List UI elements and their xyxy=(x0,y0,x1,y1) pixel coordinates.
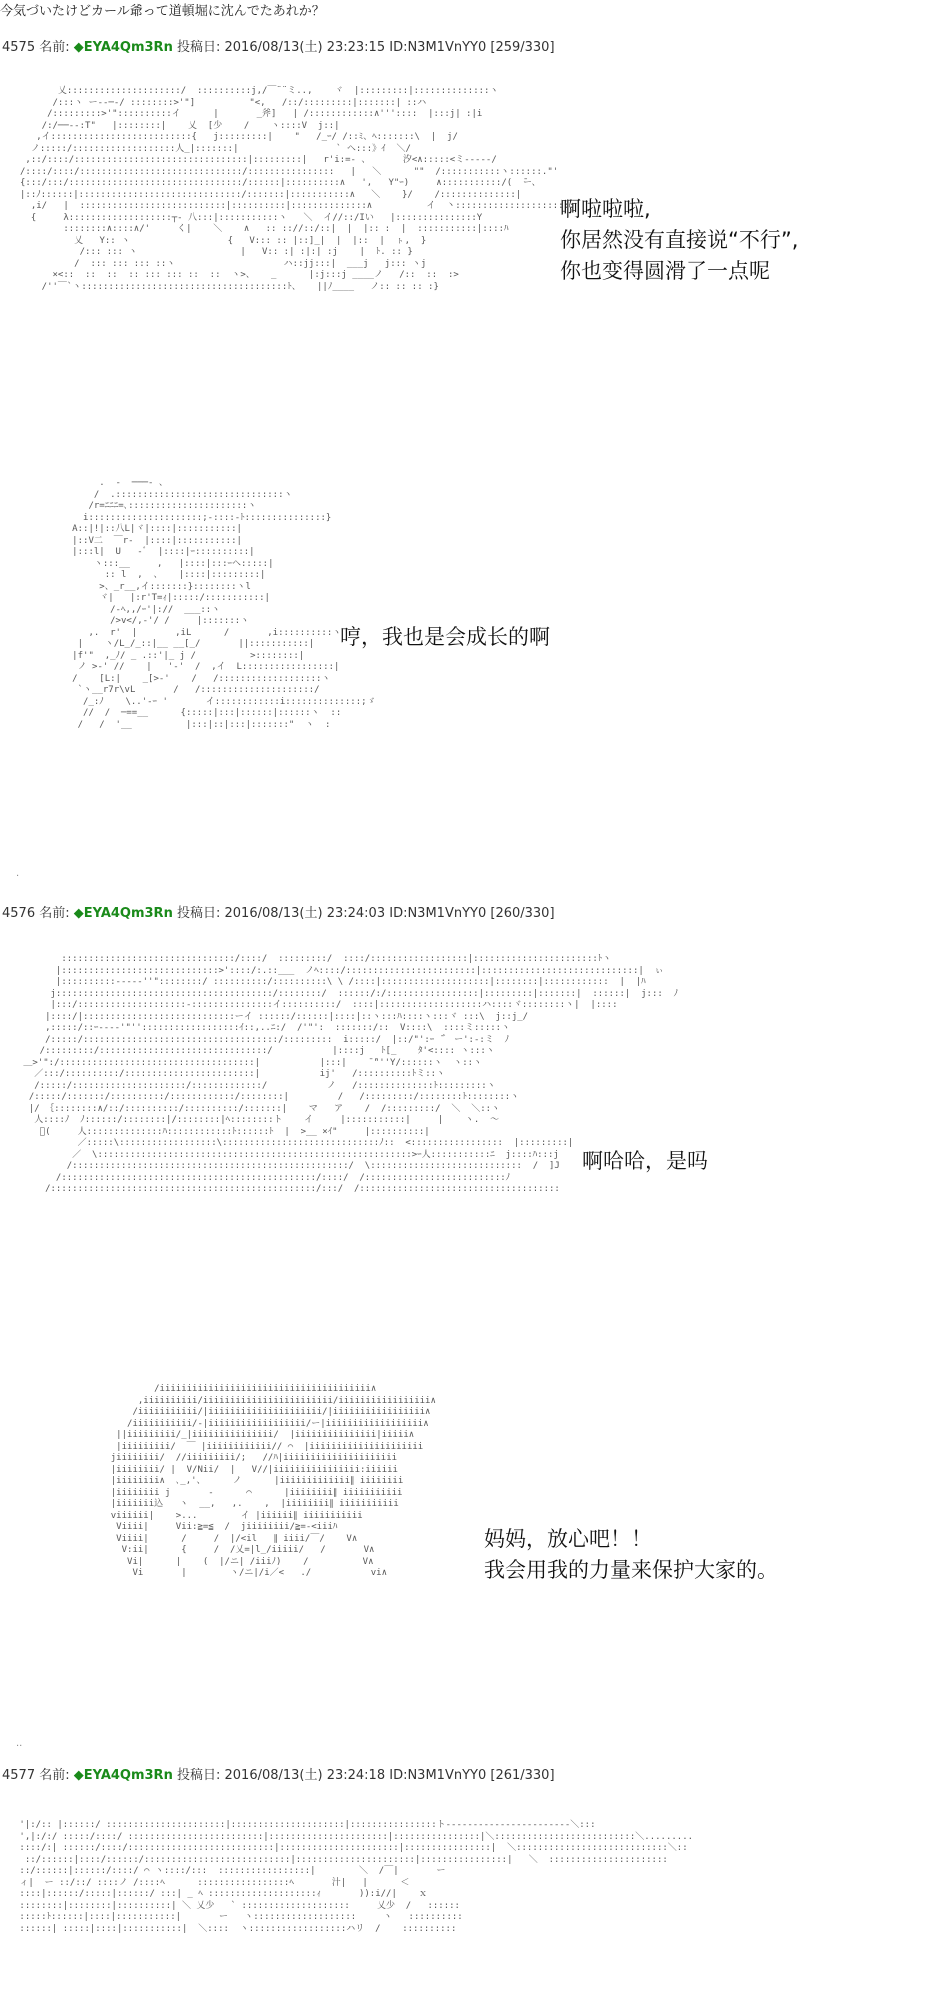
post-number: 4576 xyxy=(2,906,36,921)
post-number: 4577 xyxy=(2,1768,36,1783)
post-date: 2016/08/13(土) 23:23:15 xyxy=(224,40,386,55)
post-header xyxy=(2,1764,555,1783)
post-date: 2016/08/13(土) 23:24:03 xyxy=(224,906,386,921)
name-label: 名前: xyxy=(39,40,70,55)
top-line: 今気づいたけどカール爺って道頓堀に沈んでたあれか？ xyxy=(0,4,325,19)
name-label: 名前: xyxy=(39,1768,70,1783)
name-label: 名前: xyxy=(39,906,70,921)
dialogue-line: 啊哈哈，是吗 xyxy=(582,1149,708,1173)
post-trip[interactable]: ◆EYA4Qm3Rn xyxy=(73,906,173,921)
post-id: ID:N3M1VnYY0 xyxy=(389,906,487,921)
dialogue-line: 你也变得圆滑了一点呢 xyxy=(560,259,770,283)
date-label: 投稿日: xyxy=(176,906,221,921)
post-count: [260/330] xyxy=(490,906,555,921)
ascii-art-panel: /iiiiiiiiiiiiiiiiiiiiiiiiiiiiiiiiiiiiiii∧ ,iiiiiiiiii/iiiiiiiiiiiiiiiiiiiiiiii/iiiiiiiiiiiiiiiii∧ /iiiiiiiiiii/|iiiiiiiiiiiiiiiiiiiii/|iiiiiiiiiiiiiiiii∧ /iiiiiiiiiii/-|iiiiiiiiiiiiiiiiii/ー|iiiiiiiiiiiiiiiiii∧ ||iiiiiiiii/_|iiiiiiiiiiiiiii/ |iiiiiiiiiiiiiii|iiiii∧ |iiiiiiiii/ ￣ |iiiiiiiiiiii// ⌒ |iiiiiiiiiiiiiiiiiiiii jiiiiiiii/ //iiiiiiiii/; //ﾊ|iiiiiiiiiiiiiiiiiiiii |iiiiiiii/ | V/Nii/ | V//|iiiiiiiiiiiiiiii:iiiiii |iiiiiiii∧ ､_,'、 ノ |iiiiiiiiiiiii∥ iiiiiiii |iiiiiiii j - ⌒ |iiiiiiii∥ iiiiiiiiiii |iiiiiii込 ヽ __, ,. , |iiiiiiii∥ iiiiiiiiiii viiiiii| >... イ |iiiiii∥ iiiiiiiiiii Viiii| Vii:≧=≦ / jiiiiiiii/≧=-<iiiﾊ Viiii| / / |/<il ∥ iiii/￣/ V∧ V:ii| { / /乂=|l_/iiiii/ / V∧ Vi| | ( |/ニ| /iiiﾉ) / V∧ Vi | ヽ/ニ|/i／< ./ vi∧ xyxy=(110,1384,436,1578)
post-id: ID:N3M1VnYY0 xyxy=(389,40,487,55)
dialogue-line: 你居然没有直接说“不行”, xyxy=(560,228,799,252)
dialogue-text xyxy=(484,1524,778,1586)
post-date: 2016/08/13(土) 23:24:18 xyxy=(224,1768,386,1783)
dialogue-text xyxy=(340,622,550,653)
ascii-art-panel: '|:/:: |::::::/ ::::::::::::::::::::::|:::::::::::::::::::::|::::::::::::::::ト‐‐‐‐‐‐‐‐‐‐‐‐‐‐‐‐‐‐‐‐‐‐‐＼::: ',|:/:/ :::::/::::/ :::::::::::::::::::::::::|::::::::::::::::::::::|::::::::::::::::|＼::::::::::::::::::::::::::＼......... ::::/:| ::::::/::::/:::::::::::::::::::::::::::|::::::::::::::::::::::|::::::::::::::::| ＼::::::::::::::::::::::::::::＼:: ::/::::::|::::/::::::/:::::::::::::::::::::::::::|::::::::::::::::::::::|::::::::::::::::| ＼ :::::::::::::::::::::: ::/::::::|::::::/::::/ ⌒ ヽ::::/::: :::::::::::::::::| ＼ /￣| ー ィ| ー ::/::/ ::::ノ /::::ﾍ :::::::::::::::::ﾍ 汁| | ＜ ::::|::::::/:::::|::::::/ :::| _ ﾍ ::::::::::::::::::::ｨ )):i//| ｘ ::::::::|::::::::|::::::::::| ＼ 乂少 ` :::::::::::::::::::: 乂少 / :::::: :::::ﾄ::::::|::::|:::::::::::| ー ヽ::::::::::::::::::: ヽ :::::::::: ::::::| :::::|::::|:::::::::::| ＼:::: ヽ::::::::::::::::::ハリ / :::::::::: xyxy=(19,1820,694,1934)
post-id: ID:N3M1VnYY0 xyxy=(389,1768,487,1783)
separator-dot: . xyxy=(16,868,20,879)
dialogue-text xyxy=(582,1146,708,1177)
post-number: 4575 xyxy=(2,40,36,55)
post-header xyxy=(2,902,555,921)
dialogue-line: 哼，我也是会成长的啊 xyxy=(340,625,550,649)
dialogue-line: 我会用我的力量来保护大家的。 xyxy=(484,1558,778,1582)
date-label: 投稿日: xyxy=(176,40,221,55)
date-label: 投稿日: xyxy=(176,1768,221,1783)
post-header xyxy=(2,36,555,55)
ascii-art-panel: 乂:::::::::::::::::::::/ ::::::::::j,/￣¨¨ミ.., ヾ |:::::::::|::::::::::::::ヽ /:::ヽ ー‐‐─‐/ ::::::::>'"] "<, /::/:::::::::|:::::::| ::ハ /:::::::::>'"::::::::::イ | _斧] | /::::::::::::∧''':::: |:::j| :|i /:/──‐‐:T" |::::::::| 乂 [少 / ヽ::::V j::| ,イ::::::::::::::::::::::::::{ j:::::::::| " /_ｰ/ /::ﾐ、ﾍ:::::::\ | j/ ノ:::::/:::::::::::::::::::人_|:::::::| ` ヘ:::》ｲ ＼/ ,::/::::/::::::::::::::::::::::::::::::::|:::::::::| r'i:=- 、 汐<∧:::::<ミ-----/ /::::/::::/::::::::::::::::::::::::::::::/:::::::::::::::: | ＼ "" /:::::::::::ヽ::::::."' {:::/:::/::::::::::::::::::::::::::::::::/::::::|::::::::::∧ ', Y"ｰ) ∧:::::::::::/( ̄ー、 |::ﾉ::::::|::::::::::::::::::::::::::::::/:::::::|:::::::::::∧ ＼ }/ /::::::::::::::| ,i/ | :::::::::::::::::::::::::::|::::::::::|::::::::::::::∧ イ 丶:::::::::::::::::::::: { λ:::::::::::::::::::┬‐ 八:::|:::::::::::ヽ ＼ イ//::/Iい |:::::::::::::::Y ::::::::∧::::∧/' く| ＼ ∧ :: :://::/::| | |:: : | :::::::::::|::::ﾊ 乂 Y:: ヽ { V::: :: |::]_| | |:: | ㇳ, } /::: ::: ヽ | V:: :| :|:| :j | ﾄ. :: } / ::: ::: ::: ::ヽ ハ::jj:::| ___j j::: ヽj ×<:: :: :: :: ::: ::: :: :: ヽ>、 _ |:j:::j ____ノ /:: :: :> /''￣`ヽ::::::::::::::::::::::::::::::::::::::ﾄ、 ||ﾉ____ ノ:: :: :: :} xyxy=(20,86,575,292)
dialogue-text xyxy=(560,194,798,287)
separator-dot: .. xyxy=(16,1738,23,1749)
ascii-art-panel: ::::::::::::::::::::::::::::::::/::::/ :::::::::/ ::::/::::::::::::::::::|:::::::::::::::::::::::ﾄヽ |:::::::::::::::::::::::::::::>'::::/:.::___ ノﾍ::::/::::::::::::::::::::::::|:::::::::::::::::::::::::::::| ぃ |::::::::::-----''"::::::::/ ::::::::::/::::::::::\ \ /::::|::::::::::::::::::::|::::::::|:::::::::::: | |ﾊ j::::::::::::::::::::::::::::::::::::::::/::::::::/ ::::::/:/:::::::::::::::::|:::::::::|:::::::| ::::::| j::: ﾉ |:::/::::::::::::::::::::-:::::::::::::::イ::::::::::/ ::::|:::::::::::::::::::ハ::::ヾ::::::::ヽ| |:::: |::::/|::::::::::::::::::::::::::::ーイ ::::::/::::::|::::|::ヽ:::ﾊ::::ヽ:::ヾ :::\ j::j_/ ,:::::/::ｰ--‐‐'"''::::::::::::::::::ｲ::,..ﾆ:/ /'"': :::::::/:: V::::\ ::::ミ:::::ヽ /:::::/::::::::::::::::::::::::::::::::::::/::::::::: i:::::/ |::/"':ｰ ̄｀ ー':-:ミ ﾉ /:::::::::/:::::::::::::::::::::::::::::::/ |::::j ﾄ[_ ﾀ'<:::: ヽ:::ヽ ＿>'":/::::::::::::::::::::::::::::::::::::| |:::| ̄ ̄"''Y/::::::ヽ ヽ::ヽ ／:::/::::::::::/::::::::::::::::::::::::| ij' /::::::::::ﾄミ::ヽ /:::::/:::::::::::::::::::::/:::::::::::::/ ノ /::::::::::::::ﾄ:::::::::ヽ /:::::/:::::::/::::::::::/::::::::::::/::::::::| / /:::::::::/::::::::ﾄ::::::::ヽ |/ ｛::::::::∧/::/::::::::::/::::::::::/:::::::| マ ア / /:::::::::/ ＼ ＼::ヽ 人::::ﾉ ﾉ::::::/::::::::|/::::::::|ﾍ::::::::ト イ |:::::::::::| | ヽ. ～ ﾞ( 人::::::::::::::ﾊ::::::::::::ﾄ::::::ﾄ | >__ ×ｲ" |::::::::::| ／:::::\::::::::::::::::::\:::::::::::::::::::::::::::::ﾉ:: <::::::::::::::::: |:::::::::| ／ \::::::::::::::::::::::::::::::::::::::::::::::::::::::::::>ｰ人:::::::::::ﾆ j::::ﾊ:::j /:::::::::::::::::::::::::::::::::::::::::::::::::::/ \:::::::::::::::::::::::::::: / ]J /:::::::::::::::::::::::::::::::::::::::::::::::/::::/ /::::::::::::::::::::::::::ﾉ /:::::::::::::::::::::::::::::::::::::::::::::::::/:::/ /::::::::::::::::::::::::::::::::::::: xyxy=(23,954,679,1194)
post-trip[interactable]: ◆EYA4Qm3Rn xyxy=(73,40,173,55)
ascii-art-panel: . - ───- 、 / .:::::::::::::::::::::::::::::::ヽ /r=ﾆﾆﾆ=､::::::::::::::::::::::ヽ i:::::::::::::::::::::;-::::-ﾄ:::::::::::::::} A::|!|::八L|ヾ|::::|:::::::::::| |::V二 ￣r- |::::|:::::::::::| |:::l| U -ﾞ |::::|ｰ::::::::::| ヽ:::__ , |::::|:::ｰヘ:::::| :: l , 、 |::::|:::::::::| >、_r__,イ:::::::}::::::::ヽl ヾ| |:r'T=ｨ|:::::/:::::::::::| /-ﾍ,,/ｰ'|:// ___::ヽ />v</,-'/ / |:::::::ヽ ,. r' | ,iL / ,i::::::::::ヽ | ヽ/L_/_::|__ __[_/ ||:::::::::::| |f'" ,_ﾉ/ _ .::'|_ j / >::::::::| ノ >-' // | '-' / ,イ L:::::::::::::::::| / [L:| _[>-' / /:::::::::::::::::::ヽ `ヽ__r7r\vL / /:::::::::::::::::::::/ /_:ﾉ \..'‐ｰ ' イ::::::::::::i::::::::::::::;ゞ // / ─==__ {:::::|:::|::::::|::::::ヽ :: / / '__ |:::|::|:::|:::::::" ヽ : xyxy=(72,478,376,730)
post-count: [259/330] xyxy=(490,40,555,55)
dialogue-line: 妈妈，放心吧！！ xyxy=(484,1527,652,1551)
post-trip[interactable]: ◆EYA4Qm3Rn xyxy=(73,1768,173,1783)
dialogue-line: 啊啦啦啦, xyxy=(560,197,651,221)
post-count: [261/330] xyxy=(490,1768,555,1783)
